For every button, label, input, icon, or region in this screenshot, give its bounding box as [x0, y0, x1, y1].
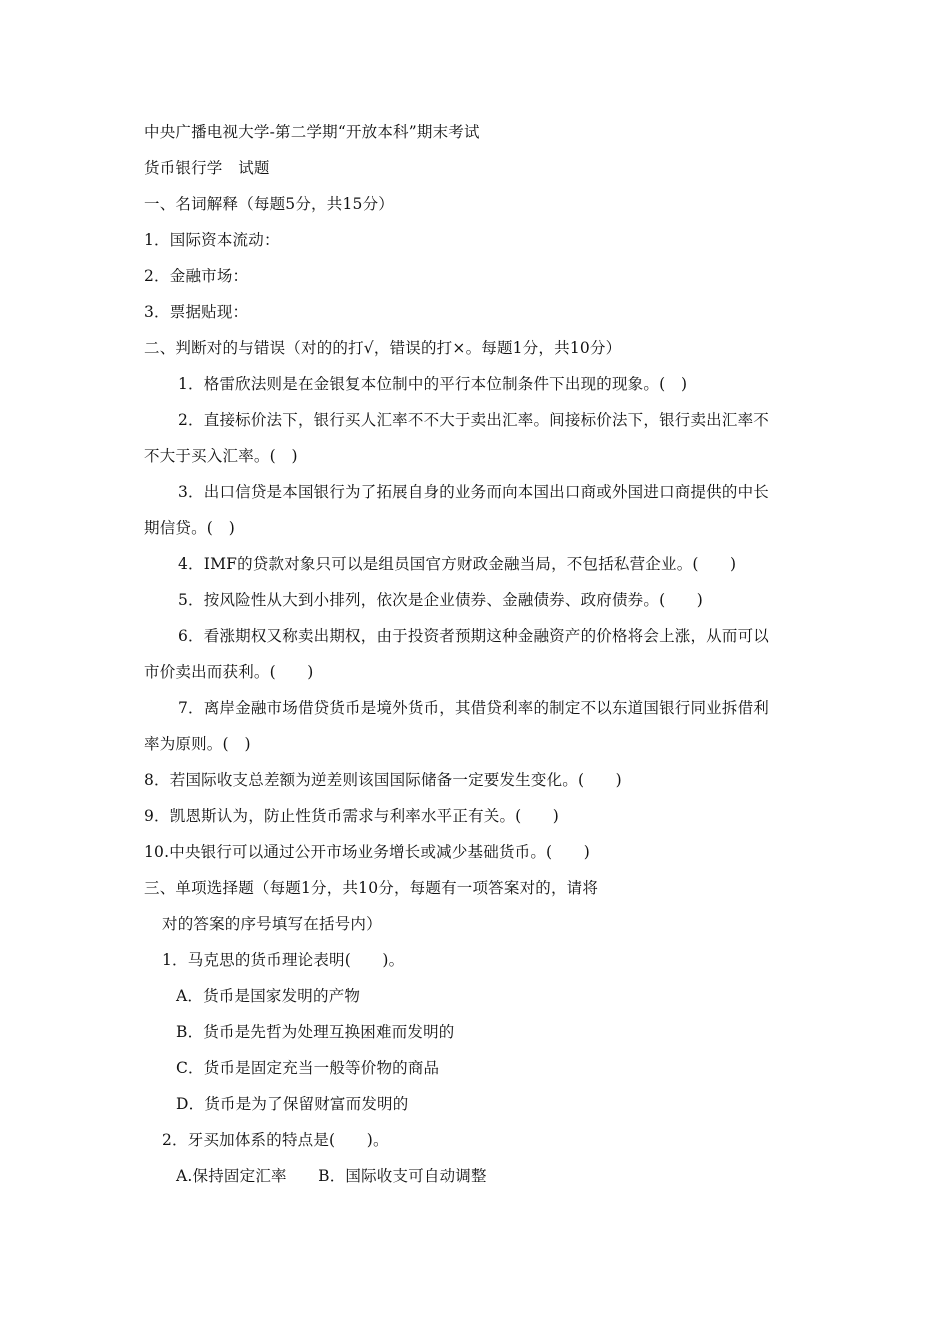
judge-question-3-line1: 3．出口信贷是本国银行为了拓展自身的业务而向本国出口商或外国进口商提供的中长: [178, 483, 769, 501]
choice-question-2-options: A.保持固定汇率 B．国际收支可自动调整: [176, 1167, 487, 1185]
section1-heading: 一、名词解释（每题5分，共15分）: [144, 195, 394, 213]
judge-question-7-line1: 7．离岸金融市场借贷货币是境外货币，其借贷利率的制定不以东道国银行同业拆借利: [178, 699, 769, 717]
section1-item: 2．金融市场：: [144, 267, 249, 285]
section1-item: 1．国际资本流动：: [144, 231, 280, 249]
judge-question-5: 5．按风险性从大到小排列，依次是企业债券、金融债券、政府债券。( ): [178, 591, 703, 609]
subject-title: 货币银行学 试题: [144, 159, 270, 177]
judge-question-2-line1: 2．直接标价法下，银行买人汇率不不大于卖出汇率。间接标价法下，银行卖出汇率不: [178, 411, 769, 429]
choice-option-b: B．货币是先哲为处理互换困难而发明的: [176, 1023, 455, 1041]
judge-question-6-line1: 6．看涨期权又称卖出期权，由于投资者预期这种金融资产的价格将会上涨，从而可以: [178, 627, 769, 645]
section3-heading-line1: 三、单项选择题（每题1分，共10分，每题有一项答案对的，请将: [144, 879, 599, 897]
judge-question-1: 1．格雷欣法则是在金银复本位制中的平行本位制条件下出现的现象。( ): [178, 375, 688, 393]
choice-option-d: D．货币是为了保留财富而发明的: [176, 1095, 409, 1113]
judge-question-2-line2: 不大于买入汇率。( ): [144, 447, 298, 465]
judge-question-8: 8．若国际收支总差额为逆差则该国国际储备一定要发生变化。( ): [144, 771, 622, 789]
exam-title: 中央广播电视大学-第二学期“开放本科”期末考试: [144, 123, 480, 141]
section3-heading-line2: 对的答案的序号填写在括号内）: [162, 915, 382, 933]
judge-question-7-line2: 率为原则。( ): [144, 735, 251, 753]
judge-question-6-line2: 市价卖出而获利。( ): [144, 663, 314, 681]
choice-option-a: A．货币是国家发明的产物: [176, 987, 361, 1005]
choice-question-1-stem: 1．马克思的货币理论表明( )。: [162, 951, 405, 969]
choice-option-c: C．货币是固定充当一般等价物的商品: [176, 1059, 440, 1077]
judge-question-9: 9．凯恩斯认为，防止性货币需求与利率水平正有关。( ): [144, 807, 560, 825]
section1-item: 3．票据贴现：: [144, 303, 249, 321]
choice-question-2-stem: 2．牙买加体系的特点是( )。: [162, 1131, 389, 1149]
judge-question-10: 10.中央银行可以通过公开市场业务增长或减少基础货币。( ): [144, 843, 590, 861]
section2-heading: 二、判断对的与错误（对的的打√，错误的打×。每题1分，共10分）: [144, 339, 622, 357]
judge-question-3-line2: 期信贷。( ): [144, 519, 235, 537]
judge-question-4: 4．IMF的贷款对象只可以是组员国官方财政金融当局，不包括私营企业。( ): [178, 555, 737, 573]
